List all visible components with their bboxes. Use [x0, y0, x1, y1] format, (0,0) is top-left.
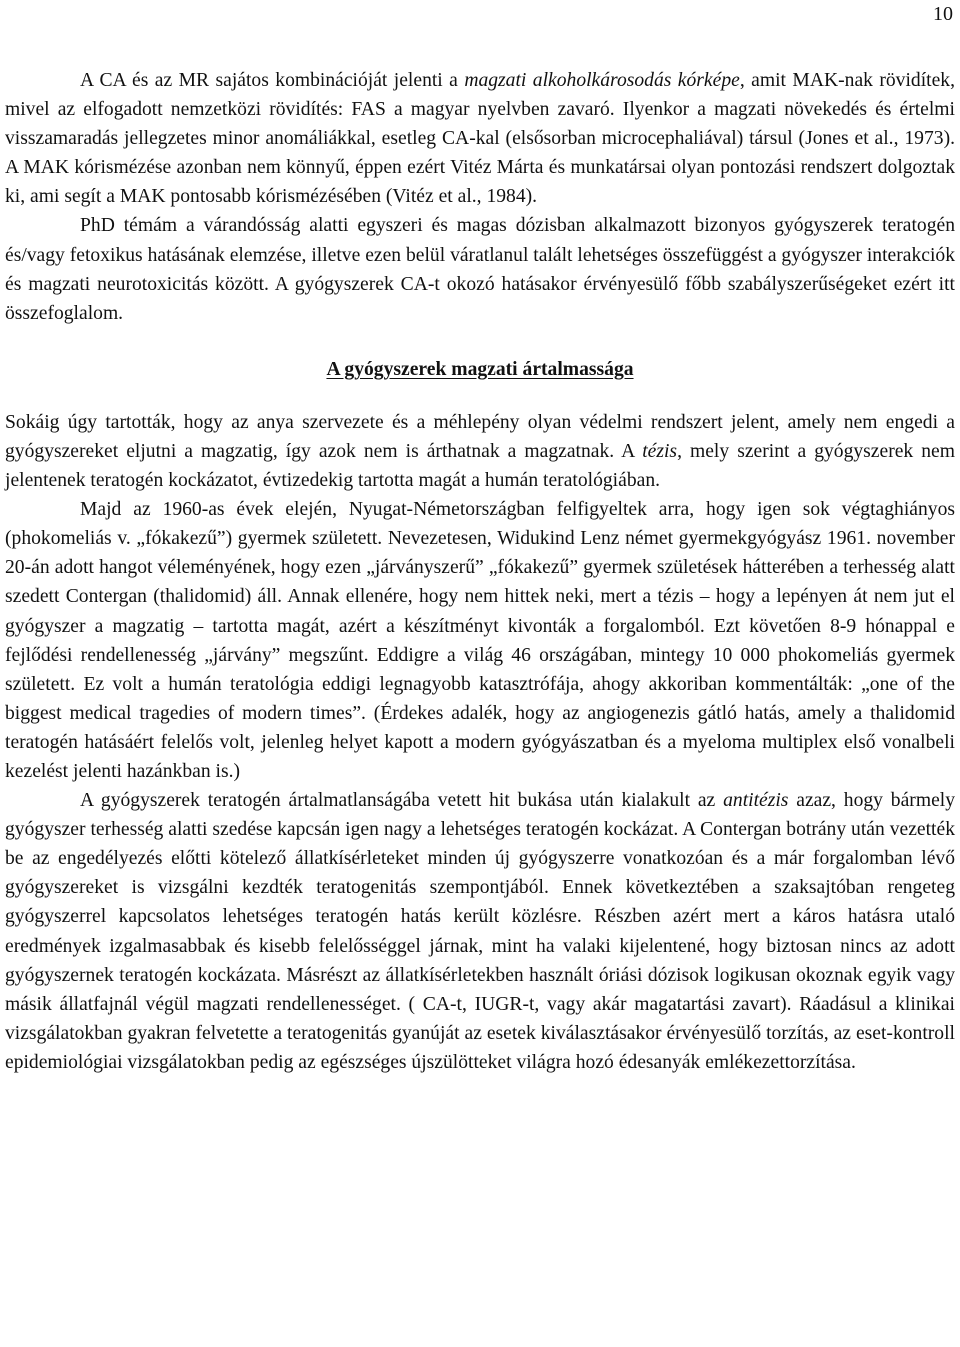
text-run: , amit MAK-nak rövidítek, mivel az elfogadott nemzetközi rövidítés: FAS a magyar nyelvben zavaró. Ilyenkor a magzati növekedés és értelmi visszamaradás jellegzetes minor anomáliákkal, esetleg CA-kal (elsősorban microcephaliával) társul (Jones et al., 1973). A MAK kórismézése azonban nem könnyű, éppen ezért Vitéz Márta és munkatársai olyan pontozási rendszert dolgoztak ki, ami segít a MAK pontosabb kórismézésében (Vitéz et al., 1984).: [5, 70, 955, 208]
text-run: azaz, hogy bármely gyógyszer terhesség alatti szedése kapcsán igen nagy a lehetséges teratogén kockázat. A Contergan botrány után vezették be az engedélyezés előtti kötelező állatkísérleteket minden új gyógyszerre vonatkozóan és a már forgalomban lévő gyógyszereket is vizsgálni kezdték teratogenitás szempontjából. Ennek következtében a szaksajtóban rengeteg gyógyszerrel kapcsolatos lehetséges teratogén hatás került közlésre. Részben azért mert a káros hatásra utaló eredmények izgalmasabbak és kisebb felelősséggel járnak, mint ha valaki kijelentené, hogy biztosan nincs az adott gyógyszernek teratogén kockázata. Másrészt az állatkísérletekben használt óriási dózisok logikusan okoznak egyik vagy másik állatfajnál végül magzati rendellenességet. ( CA-t, IUGR-t, vagy akár magatartási zavart). Ráadásul a klinikai vizsgálatokban gyakran felvetette a teratogenitás gyanúját az esetek kiválasztásakor érvényesülő torzítás, az eset-kontroll epidemiológiai vizsgálatokban pedig az egészséges újszülötteket világra hozó édesanyák emlékezettorzítása.: [5, 790, 956, 1073]
text-run: , mely szerint a gyógyszerek nem jelentenek teratogén kockázatot, évtizedekig tartotta magát a humán teratológiában.: [5, 440, 955, 492]
paragraph: [5, 786, 955, 1077]
italic-term: tézis: [642, 440, 678, 462]
paragraph: [5, 211, 955, 327]
text-run: PhD témám a várandósság alatti egyszeri és magas dózisban alkalmazott bizonyos gyógyszerek teratogén és/vagy fetoxikus hatásának elemzése, illetve ezen belül váratlanul talált lehetséges összefüggést a gyógyszer interakciók és magzati neurotoxicitás között. A gyógyszerek CA-t okozó hatásakor érvényesülő főbb szabályszerűségeket ezért itt összefoglalom.: [5, 215, 955, 324]
text-run: A CA és az MR sajátos kombinációját jelenti a: [80, 70, 465, 91]
paragraph: [5, 495, 955, 786]
text-run: A gyógyszerek teratogén ártalmatlanságába vetett hit bukása után kialakult az: [80, 790, 724, 812]
section-heading: A gyógyszerek magzati ártalmassága: [326, 358, 634, 380]
text-run: Sokáig úgy tartották, hogy az anya szervezete és a méhlepény olyan védelmi rendszert jelent, amely nem engedi a gyógyszereket eljutni a magzatig, így azok nem is árthatnak a magzatnak. A: [5, 411, 955, 462]
page-body: [5, 66, 955, 1077]
italic-term: antitézis: [723, 790, 789, 812]
paragraph: [5, 408, 955, 495]
intro-section: [5, 66, 955, 328]
italic-term: magzati alkoholkárosodás kórképe: [464, 70, 740, 91]
page-number: 10: [933, 3, 953, 25]
paragraph: [5, 66, 955, 211]
drug-harm-section: [5, 408, 955, 1077]
text-run: Majd az 1960-as évek elején, Nyugat-Németországban felfigyeltek arra, hogy igen sok végtaghiányos (phokomeliás v. „fókakezű”) gyermek született. Nevezetesen, Widukind Lenz német gyermekgyógyász 1961. november 20-án adott hangot véleményének, hogy ezen „járványszerű” „fókakezű” gyermek születések hátterében a terhesség alatt szedett Contergan (thalidomid) áll. Annak ellenére, hogy nem hittek neki, mert a tézis – hogy a lepényen át nem jut el gyógyszer a magzatig – tartotta magát, azért a készítményt kivonták a forgalomból. Ezt követően 8-9 hónappal e fejlődési rendellenesség „járvány” megszűnt. Eddigre a világ 46 országában, mintegy 10 000 phokomeliás gyermek született. Ez volt a humán teratológia eddigi legnagyobb katasztrófája, ahogy akkoriban kommentálták: „one of the biggest medical tragedies of modern times”. (Érdekes adalék, hogy az angiogenezis gátló hatás, amely a thalidomid teratogén hatásáért felelős volt, jelenleg helyet kapott a modern gyógyászatban és a myeloma multiplex első vonalbeli kezelést jelenti hazánkban is.): [5, 499, 955, 782]
